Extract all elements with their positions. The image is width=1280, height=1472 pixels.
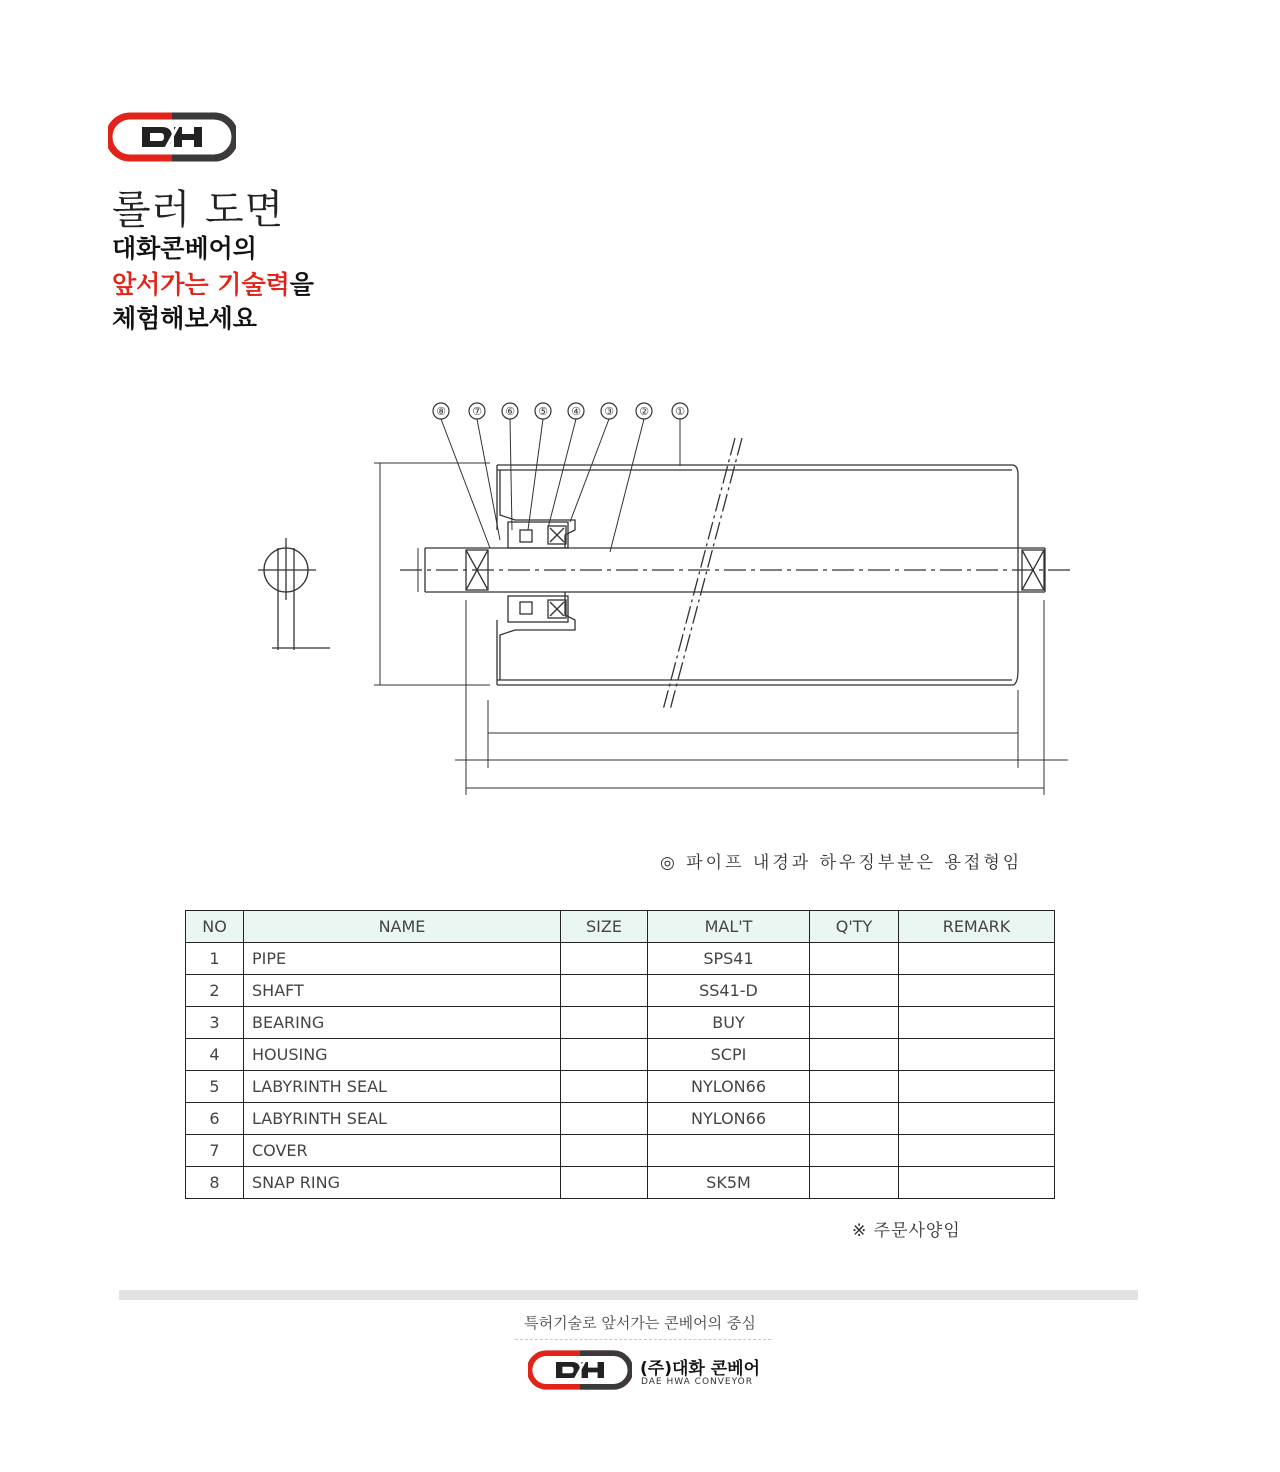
cell-no: 3 bbox=[186, 1007, 244, 1039]
shaft-end-view bbox=[258, 538, 330, 650]
header-size: SIZE bbox=[561, 911, 648, 943]
tagline-line-2 bbox=[112, 268, 314, 302]
cell-material: NYLON66 bbox=[648, 1071, 810, 1103]
housing-lower bbox=[500, 592, 575, 680]
cell-quantity bbox=[810, 1167, 899, 1199]
table-row bbox=[186, 1103, 1055, 1135]
tagline-highlight: 앞서가는 기술력 bbox=[112, 270, 290, 299]
header-quantity: Q'TY bbox=[810, 911, 899, 943]
tagline-line-1: 대화콘베어의 bbox=[112, 234, 257, 263]
company-logo bbox=[108, 112, 236, 162]
cell-name: SHAFT bbox=[244, 975, 561, 1007]
header-name: NAME bbox=[244, 911, 561, 943]
table-row bbox=[186, 1071, 1055, 1103]
table-row bbox=[186, 975, 1055, 1007]
weld-note: ◎ 파이프 내경과 하우징부분은 용접형임 bbox=[660, 853, 1023, 873]
svg-text:③: ③ bbox=[604, 405, 614, 418]
cell-size bbox=[561, 1071, 648, 1103]
roller-technical-drawing bbox=[240, 390, 1100, 810]
table-row bbox=[186, 1135, 1055, 1167]
cell-material bbox=[648, 1135, 810, 1167]
table-header-row bbox=[186, 911, 1055, 943]
cell-material: SK5M bbox=[648, 1167, 810, 1199]
cell-name: COVER bbox=[244, 1135, 561, 1167]
cell-quantity bbox=[810, 1007, 899, 1039]
dimension-lines bbox=[374, 463, 1068, 795]
cell-quantity bbox=[810, 1039, 899, 1071]
cell-remark bbox=[899, 1007, 1055, 1039]
cell-name: PIPE bbox=[244, 943, 561, 975]
svg-text:⑧: ⑧ bbox=[436, 405, 446, 418]
svg-text:⑥: ⑥ bbox=[505, 405, 515, 418]
svg-text:④: ④ bbox=[571, 405, 581, 418]
cell-size bbox=[561, 1007, 648, 1039]
footer-company-name: (주)대화 콘베어 bbox=[640, 1359, 760, 1379]
cell-no: 2 bbox=[186, 975, 244, 1007]
cell-no: 5 bbox=[186, 1071, 244, 1103]
cell-size bbox=[561, 1103, 648, 1135]
table-row bbox=[186, 1039, 1055, 1071]
cell-remark bbox=[899, 975, 1055, 1007]
cell-no: 4 bbox=[186, 1039, 244, 1071]
footer-dashed-rule bbox=[515, 1339, 771, 1340]
header-remark: REMARK bbox=[899, 911, 1055, 943]
svg-text:①: ① bbox=[675, 405, 685, 418]
cell-remark bbox=[899, 1167, 1055, 1199]
tagline-suffix: 을 bbox=[289, 270, 314, 299]
cell-name: BEARING bbox=[244, 1007, 561, 1039]
cell-material: SPS41 bbox=[648, 943, 810, 975]
cell-size bbox=[561, 943, 648, 975]
header-material: MAL'T bbox=[648, 911, 810, 943]
cell-remark bbox=[899, 1135, 1055, 1167]
header-no: NO bbox=[186, 911, 244, 943]
cell-material: NYLON66 bbox=[648, 1103, 810, 1135]
cell-remark bbox=[899, 943, 1055, 975]
footer-company-name-en: DAE HWA CONVEYOR bbox=[641, 1377, 753, 1387]
parts-table bbox=[185, 910, 1055, 1199]
cell-size bbox=[561, 1167, 648, 1199]
cell-size bbox=[561, 1039, 648, 1071]
cell-size bbox=[561, 975, 648, 1007]
cell-no: 6 bbox=[186, 1103, 244, 1135]
shaft bbox=[400, 548, 1075, 592]
cell-quantity bbox=[810, 943, 899, 975]
table-row bbox=[186, 1007, 1055, 1039]
page-title: 롤러 도면 bbox=[112, 187, 285, 233]
svg-text:②: ② bbox=[639, 405, 649, 418]
footer-slogan: 특허기술로 앞서가는 콘베어의 중심 bbox=[524, 1314, 756, 1332]
cell-remark bbox=[899, 1071, 1055, 1103]
cell-name: HOUSING bbox=[244, 1039, 561, 1071]
cell-name: LABYRINTH SEAL bbox=[244, 1103, 561, 1135]
table-row bbox=[186, 943, 1055, 975]
footer-company-logo bbox=[528, 1350, 632, 1390]
cell-no: 1 bbox=[186, 943, 244, 975]
cell-quantity bbox=[810, 1135, 899, 1167]
svg-text:⑤: ⑤ bbox=[538, 405, 548, 418]
footer-divider-bar bbox=[119, 1290, 1138, 1300]
cell-name: SNAP RING bbox=[244, 1167, 561, 1199]
table-row bbox=[186, 1167, 1055, 1199]
cell-no: 8 bbox=[186, 1167, 244, 1199]
break-lines bbox=[663, 438, 742, 710]
cell-no: 7 bbox=[186, 1135, 244, 1167]
part-balloons bbox=[433, 403, 688, 419]
cell-size bbox=[561, 1135, 648, 1167]
cell-quantity bbox=[810, 975, 899, 1007]
cell-remark bbox=[899, 1103, 1055, 1135]
cell-material: BUY bbox=[648, 1007, 810, 1039]
cell-material: SS41-D bbox=[648, 975, 810, 1007]
cell-material: SCPI bbox=[648, 1039, 810, 1071]
cell-quantity bbox=[810, 1103, 899, 1135]
tagline-line-3: 체험해보세요 bbox=[112, 304, 257, 333]
cell-name: LABYRINTH SEAL bbox=[244, 1071, 561, 1103]
svg-text:⑦: ⑦ bbox=[472, 405, 482, 418]
order-spec-note: ※ 주문사양임 bbox=[852, 1221, 961, 1241]
cell-remark bbox=[899, 1039, 1055, 1071]
cell-quantity bbox=[810, 1071, 899, 1103]
pipe-body bbox=[497, 465, 1018, 685]
